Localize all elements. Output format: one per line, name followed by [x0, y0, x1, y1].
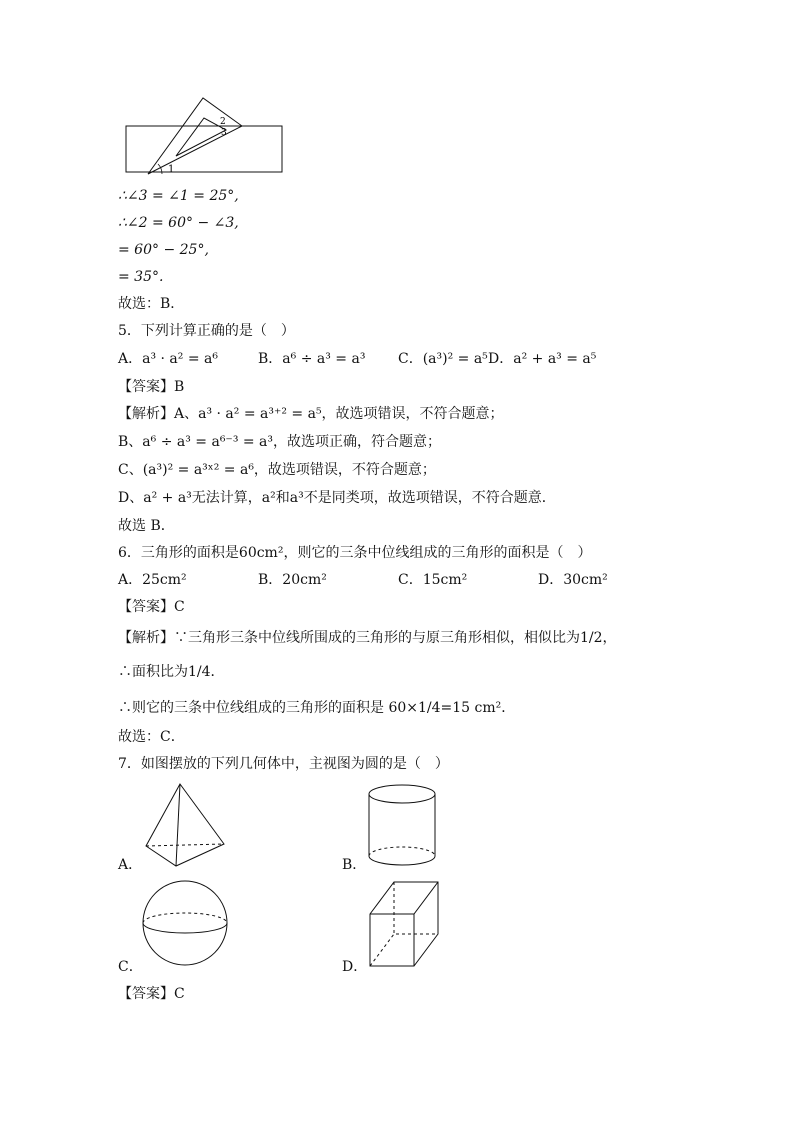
- q6-choice: 故选：C．: [118, 729, 185, 745]
- q6-option-a: A．25cm²: [118, 572, 187, 588]
- q5-analysis: B、a⁶ ÷ a³ = a⁶⁻³ = a³，故选项正确，符合题意；: [118, 434, 442, 450]
- q6-option-d: D．30cm²: [538, 572, 608, 588]
- sphere-figure: [140, 878, 230, 968]
- triangle-ruler-figure: [118, 94, 288, 180]
- angle-label-2: 2: [220, 117, 226, 127]
- pyramid-figure: [140, 780, 230, 870]
- q6-analysis: 【解析】∵三角形三条中位线所围成的三角形的与原三角形相似，相似比为1/2，: [118, 630, 617, 646]
- angle-label-3: 3: [221, 128, 227, 138]
- q5-stem: 5．下列计算正确的是（ ）: [118, 323, 295, 339]
- q6-analysis: ∴面积比为1/4．: [118, 664, 225, 680]
- angle-label-1: 1: [168, 164, 175, 175]
- q5-option-c: C．(a³)² = a⁵: [398, 351, 488, 367]
- q6-stem: 6．三角形的面积是60cm²，则它的三条中位线组成的三角形的面积是（ ）: [118, 545, 592, 561]
- q5-choice: 故选 B．: [118, 518, 175, 534]
- q7-stem: 7．如图摆放的下列几何体中，主视图为圆的是（ ）: [118, 756, 449, 772]
- q7-option-b: B．: [342, 857, 367, 873]
- q5-option-d: D．a² + a³ = a⁵: [488, 351, 597, 367]
- q6-option-c: C．15cm²: [398, 572, 468, 588]
- q5-analysis: 【解析】A、a³ · a² = a³⁺² = a⁵，故选项错误，不符合题意；: [118, 406, 504, 422]
- cuboid-figure: [366, 878, 444, 970]
- q5-analysis: D、a² + a³无法计算，a²和a³不是同类项，故选项错误，不符合题意．: [118, 490, 556, 506]
- q5-option-a: A．a³ · a² = a⁶: [118, 351, 218, 367]
- q7-answer: 【答案】C: [118, 986, 185, 1002]
- q5-analysis: C、(a³)² = a³ˣ² = a⁶，故选项错误，不符合题意；: [118, 462, 436, 478]
- q7-option-c: C．: [118, 959, 143, 975]
- step-line: ∴∠2 = 60° − ∠3,: [118, 215, 239, 231]
- q6-option-b: B．20cm²: [258, 572, 327, 588]
- q6-analysis: ∴则它的三条中位线组成的三角形的面积是 60×1/4=15 cm²．: [118, 700, 516, 716]
- choice-line: 故选：B．: [118, 296, 185, 312]
- q6-answer: 【答案】C: [118, 599, 185, 615]
- cylinder-figure: [364, 782, 440, 870]
- q7-option-a: A．: [118, 857, 143, 873]
- q5-answer: 【答案】B: [118, 379, 185, 395]
- q5-option-b: B．a⁶ ÷ a³ = a³: [258, 351, 366, 367]
- step-line: = 35°.: [118, 269, 164, 285]
- q7-option-d: D．: [342, 959, 368, 975]
- step-line: ∴∠3 = ∠1 = 25°,: [118, 188, 239, 204]
- step-line: = 60° − 25°,: [118, 242, 209, 258]
